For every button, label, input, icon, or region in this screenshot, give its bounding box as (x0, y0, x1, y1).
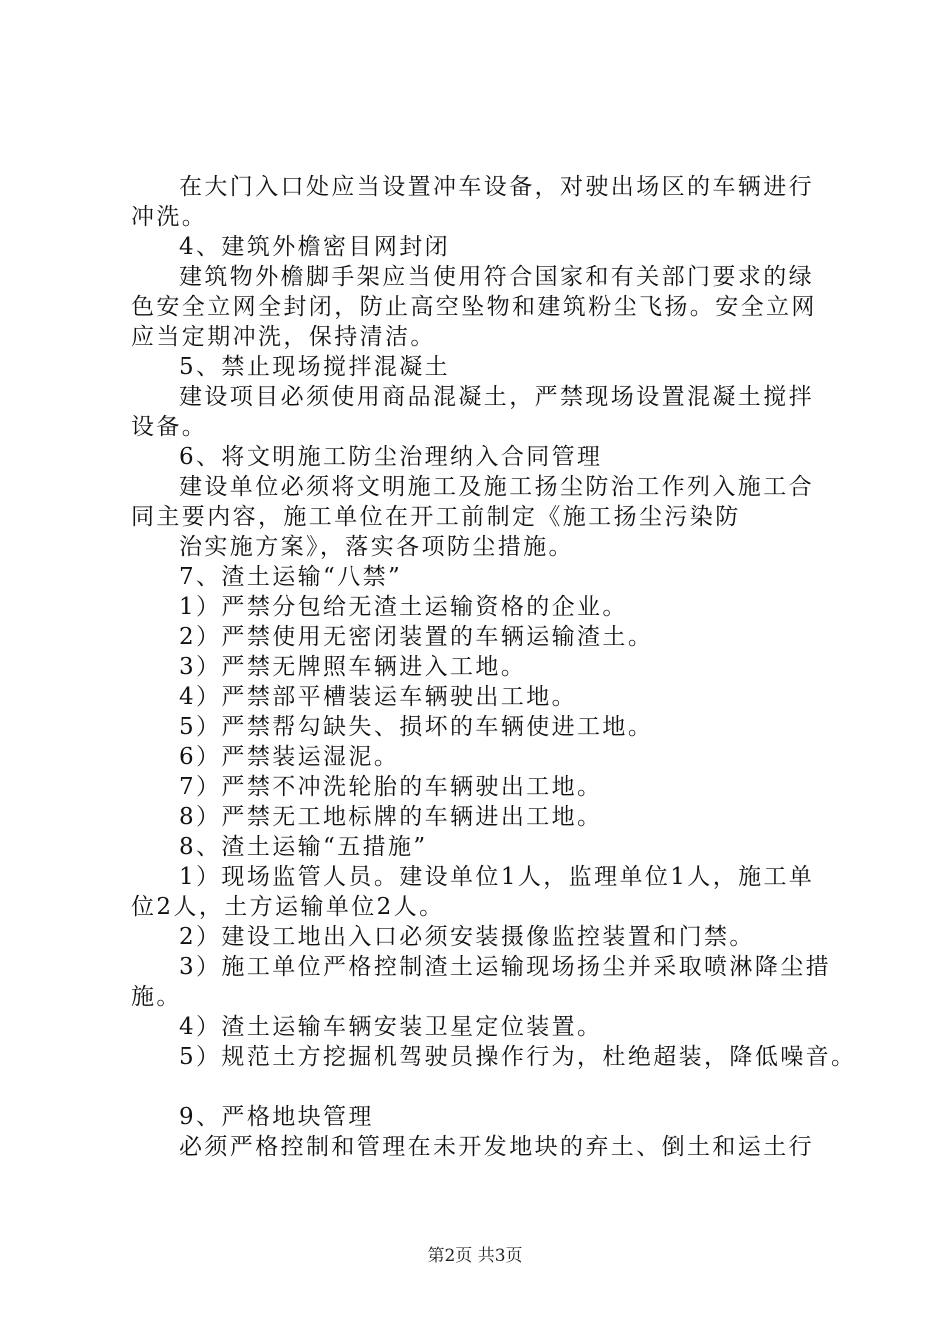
text-line: 治实施方案》，落实各项防尘措施。 (179, 534, 574, 560)
text-line: 8）严禁无工地标牌的车辆进出工地。 (179, 804, 603, 830)
blank-line (131, 1072, 851, 1102)
text-line: 5、禁止现场搅拌混凝土 (179, 354, 451, 380)
text-line: 在大门入口处应当设置冲车设备，对驶出场区的车辆进行 (179, 174, 814, 200)
text-line: 3）施工单位严格控制渣土运输现场扬尘并采取喷淋降尘措 (179, 954, 832, 980)
text-line: 位2人，土方运输单位2人。 (131, 894, 445, 920)
text-line: 施。 (131, 984, 182, 1010)
text-line: 5）规范土方挖掘机驾驶员操作行为，杜绝超装，降低噪音。 (179, 1044, 857, 1070)
text-line: 4、建筑外檐密目网封闭 (179, 234, 451, 260)
text-line: 2）严禁使用无密闭装置的车辆运输渣土。 (179, 624, 654, 650)
text-line: 6）严禁装运湿泥。 (179, 744, 400, 770)
text-line: 同主要内容，施工单位在开工前制定《施工扬尘污染防 (131, 504, 741, 530)
text-line: 7）严禁不冲洗轮胎的车辆驶出工地。 (179, 774, 603, 800)
text-line: 5）严禁帮勾缺失、损坏的车辆使进工地。 (179, 714, 654, 740)
text-line: 7、渣土运输“八禁” (179, 564, 403, 590)
text-line: 6、将文明施工防尘治理纳入合同管理 (179, 444, 603, 470)
text-line: 1）严禁分包给无渣土运输资格的企业。 (179, 594, 628, 620)
page-footer (0, 1245, 950, 1267)
text-line: 1）现场监管人员。建设单位1人，监理单位1人，施工单 (179, 864, 815, 890)
text-line: 冲洗。 (131, 204, 208, 230)
text-line: 3）严禁无牌照车辆进入工地。 (179, 654, 527, 680)
text-line: 4）严禁部平槽装运车辆驶出工地。 (179, 684, 578, 710)
text-line: 建设项目必须使用商品混凝土，严禁现场设置混凝土搅拌 (179, 384, 814, 410)
text-line: 色安全立网全封闭，防止高空坠物和建筑粉尘飞扬。安全立网 (131, 294, 817, 320)
document-body (131, 172, 857, 1162)
text-line: 设备。 (131, 414, 208, 440)
text-line: 8、渣土运输“五措施” (179, 834, 428, 860)
text-line: 2）建设工地出入口必须安装摄像监控装置和门禁。 (179, 924, 755, 950)
page-number-label: 第2页 共3页 (427, 1246, 523, 1266)
text-line: 建设单位必须将文明施工及施工扬尘防治工作列入施工合 (179, 474, 814, 500)
text-line: 9、严格地块管理 (179, 1104, 374, 1130)
text-line: 应当定期冲洗，保持清洁。 (131, 324, 436, 350)
text-line: 4）渣土运输车辆安装卫星定位装置。 (179, 1014, 603, 1040)
text-line: 建筑物外檐脚手架应当使用符合国家和有关部门要求的绿 (179, 264, 814, 290)
text-line: 必须严格控制和管理在未开发地块的弃土、倒土和运土行 (179, 1134, 814, 1160)
